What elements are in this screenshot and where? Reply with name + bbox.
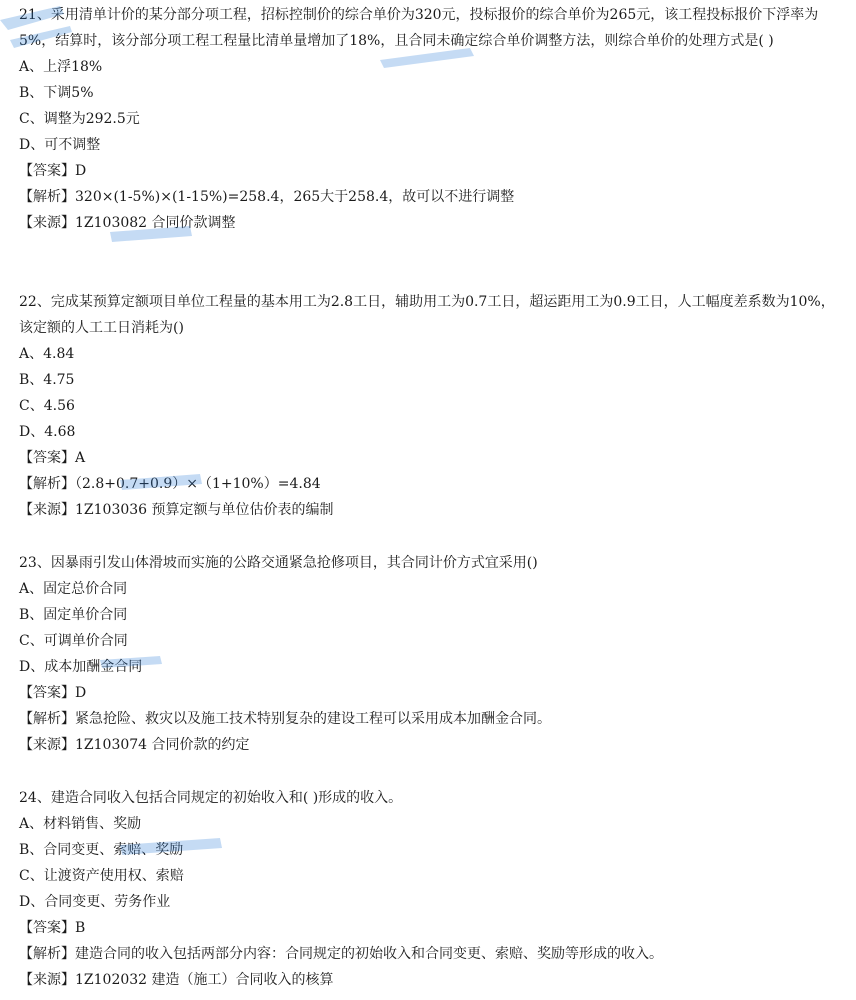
option-b: B、下调5% [19,85,94,101]
answer-line: 【答案】A [19,450,86,466]
option-c: C、调整为292.5元 [19,111,140,127]
option-c: C、让渡资产使用权、索赔 [19,868,184,884]
analysis-line: 【解析】紧急抢险、救灾以及施工技术特别复杂的建设工程可以采用成本加酬金合同。 [19,711,551,727]
answer-line: 【答案】B [19,920,86,936]
option-a: A、上浮18% [19,59,103,75]
analysis-line: 【解析】320×(1-5%)×(1-15%)=258.4，265大于258.4，故可以不进行调整 [19,189,515,205]
option-b: B、合同变更、索赔、奖励 [19,842,184,858]
answer-line: 【答案】D [19,163,87,179]
question-23 [19,550,845,758]
option-a: A、固定总价合同 [19,581,128,597]
source-line: 【来源】1Z103036 预算定额与单位估价表的编制 [19,502,334,518]
option-a: A、材料销售、奖励 [19,816,142,832]
answer-line: 【答案】D [19,685,87,701]
analysis-line: 【解析】（2.8+0.7+0.9）×（1+10%）=4.84 [19,476,321,492]
option-c: C、4.56 [19,398,75,414]
question-stem: 23、因暴雨引发山体滑坡而实施的公路交通紧急抢修项目，其合同计价方式宜采用() [19,555,538,571]
question-stem: 24、建造合同收入包括合同规定的初始收入和( )形成的收入。 [19,790,403,806]
option-d: D、成本加酬金合同 [19,659,143,675]
option-a: A、4.84 [19,346,75,362]
question-21 [19,2,845,236]
option-d: D、4.68 [19,424,76,440]
question-stem: 21、采用清单计价的某分部分项工程，招标控制价的综合单价为320元，投标报价的综合单价为265元，该工程投标报价下浮率为5%，结算时，该分部分项工程工程量比清单量增加了18%，且合同未确定综合单价调整方法，则综合单价的处理方式是( ) [19,7,819,49]
option-c: C、可调单价合同 [19,633,128,649]
analysis-line: 【解析】建造合同的收入包括两部分内容：合同规定的初始收入和合同变更、索赔、奖励等形成的收入。 [19,946,663,962]
question-22 [19,289,845,523]
source-line: 【来源】1Z103074 合同价款的约定 [19,737,250,753]
source-line: 【来源】1Z103082 合同价款调整 [19,215,236,231]
option-b: B、4.75 [19,372,75,388]
question-stem: 22、完成某预算定额项目单位工程量的基本用工为2.8工日，辅助用工为0.7工日，超运距用工为0.9工日，人工幅度差系数为10%，该定额的人工工日消耗为() [19,294,835,336]
option-d: D、可不调整 [19,137,101,153]
question-24 [19,785,845,993]
source-line: 【来源】1Z102032 建造（施工）合同收入的核算 [19,972,334,988]
option-d: D、合同变更、劳务作业 [19,894,171,910]
option-b: B、固定单价合同 [19,607,128,623]
